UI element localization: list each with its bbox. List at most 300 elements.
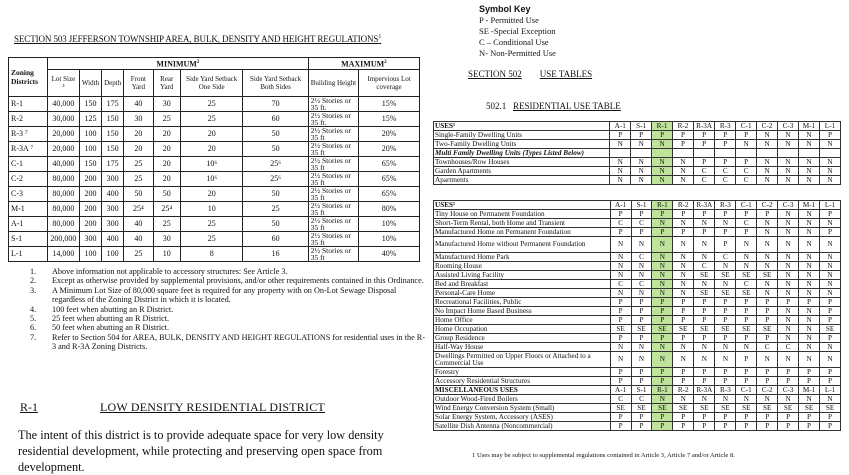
zoning-value-cell: 80% xyxy=(359,201,420,216)
zoning-value-cell: 2½ Stories or 35 ft xyxy=(308,141,358,156)
zoning-value-cell: 100 xyxy=(79,246,101,261)
use-cell: N xyxy=(778,228,799,237)
use-cell: P xyxy=(715,140,736,149)
use-label: Recreational Facilities, Public xyxy=(434,298,611,307)
zoning-value-cell: 20 xyxy=(153,126,180,141)
use-cell: N xyxy=(673,343,694,352)
note-text: 50 feet when abutting an R District. xyxy=(52,323,170,333)
use-row xyxy=(434,149,841,158)
use-cell: N xyxy=(631,176,652,185)
use-row xyxy=(434,158,841,167)
use-cell: P xyxy=(736,298,757,307)
use-cell: C xyxy=(736,280,757,289)
use-cell: N xyxy=(736,343,757,352)
use-cell: N xyxy=(694,343,715,352)
use-cell: N xyxy=(736,237,757,253)
use-row xyxy=(434,271,841,280)
use-cell: C xyxy=(610,280,631,289)
use-cell: N xyxy=(715,395,736,404)
use-cell: M-1 xyxy=(799,386,820,395)
zoning-value-cell: 20% xyxy=(359,126,420,141)
use-cell: P xyxy=(673,298,694,307)
use-cell: N xyxy=(820,158,841,167)
use-cell: SE xyxy=(652,325,673,334)
use-cell: P xyxy=(715,210,736,219)
use-cell: N xyxy=(652,253,673,262)
use-cell: P xyxy=(610,422,631,431)
note-item xyxy=(30,305,425,314)
zoning-value-cell: 80,000 xyxy=(48,216,80,231)
use-cell: P xyxy=(673,228,694,237)
zoning-value-cell: 80,000 xyxy=(48,201,80,216)
use-cell: N xyxy=(652,262,673,271)
use-cell: P xyxy=(610,131,631,140)
zoning-value-cell: 2½ Stories or 35 ft xyxy=(308,171,358,186)
use-cell xyxy=(736,149,757,158)
use-cell: P xyxy=(736,131,757,140)
zoning-value-cell: 30 xyxy=(153,231,180,246)
zoning-value-cell: 25 xyxy=(243,201,308,216)
use-label: Rooming House xyxy=(434,262,611,271)
use-cell: N xyxy=(610,253,631,262)
use-cell: S-1 xyxy=(631,122,652,131)
use-cell: N xyxy=(757,280,778,289)
zoning-row xyxy=(9,96,420,111)
zoning-column-header: Side Yard Setback One Side xyxy=(181,69,243,96)
use-cell: M-1 xyxy=(798,122,819,131)
use-cell: N xyxy=(757,253,778,262)
use-cell: P xyxy=(673,413,694,422)
use-row xyxy=(434,122,841,131)
use-row xyxy=(434,262,841,271)
use-label: Outdoor Wood-Fired Boilers xyxy=(434,395,611,404)
use-cell: P xyxy=(673,368,694,377)
zoning-value-cell: 20% xyxy=(359,141,420,156)
use-cell: P xyxy=(736,158,757,167)
zoning-value-cell: 10⁶ xyxy=(181,171,243,186)
use-cell: N xyxy=(652,158,673,167)
use-cell: S-1 xyxy=(631,201,652,210)
use-label: Group Residence xyxy=(434,334,611,343)
zoning-column-header: Rear Yard xyxy=(153,69,180,96)
use-cell: P xyxy=(736,307,757,316)
use-cell: SE xyxy=(736,325,757,334)
note-number: 6. xyxy=(30,323,37,333)
use-label: Manufactured Home without Permanent Foundation xyxy=(434,237,611,253)
zoning-value-cell: 150 xyxy=(79,156,101,171)
zoning-value-cell: 200 xyxy=(79,186,101,201)
use-cell: N xyxy=(820,271,841,280)
use-cell: SE xyxy=(652,404,673,413)
zoning-column-header: Side Yard Setback Both Sides xyxy=(243,69,308,96)
use-cell: C xyxy=(610,395,631,404)
use-cell: P xyxy=(757,368,778,377)
zoning-value-cell: 80,000 xyxy=(48,171,80,186)
area-bulk-table xyxy=(8,57,420,262)
use-cell: N xyxy=(652,237,673,253)
zoning-value-cell: 2½ Stories or 35 ft xyxy=(308,246,358,261)
use-cell: P xyxy=(673,210,694,219)
symbol-key-item: SE -Special Exception xyxy=(479,26,556,36)
use-label: Forestry xyxy=(434,368,611,377)
use-cell: C xyxy=(631,280,652,289)
use-cell: N xyxy=(736,262,757,271)
use-cell: P xyxy=(631,422,652,431)
use-cell: C xyxy=(736,167,757,176)
use-cell: N xyxy=(799,316,820,325)
use-cell xyxy=(652,149,673,158)
zoning-value-cell: 40 xyxy=(124,216,153,231)
zoning-value-cell: 2½ Stories or 35 ft xyxy=(308,201,358,216)
use-cell: R-1 xyxy=(652,386,673,395)
zoning-value-cell: 300 xyxy=(102,216,124,231)
use-row xyxy=(434,307,841,316)
use-cell: N xyxy=(652,395,673,404)
use-cell: N xyxy=(799,343,820,352)
residential-use-heading: 502.1 RESIDENTIAL USE TABLE xyxy=(486,101,621,111)
use-cell: P xyxy=(694,228,715,237)
use-cell: P xyxy=(820,228,841,237)
use-cell: C xyxy=(693,176,714,185)
use-cell xyxy=(778,149,799,158)
use-cell: N xyxy=(652,280,673,289)
zoning-value-cell: 25 xyxy=(153,111,180,126)
use-cell: P xyxy=(799,422,820,431)
use-cell: P xyxy=(631,368,652,377)
zoning-column-header: Lot Size ³ xyxy=(48,69,80,96)
use-label: Manufactured Home on Permanent Foundation xyxy=(434,228,611,237)
zoning-value-cell: 200 xyxy=(79,201,101,216)
use-label: Assisted Living Facility xyxy=(434,271,611,280)
use-cell: P xyxy=(652,368,673,377)
zoning-column-header: Building Height xyxy=(308,69,358,96)
use-cell: P xyxy=(715,131,736,140)
use-cell: N xyxy=(694,352,715,368)
use-cell: N xyxy=(673,253,694,262)
use-cell: SE xyxy=(715,289,736,298)
use-cell: P xyxy=(820,131,841,140)
use-cell: C xyxy=(757,343,778,352)
zoning-value-cell: 2½ Stories or 35 ft. xyxy=(308,111,358,126)
zoning-row xyxy=(9,111,420,126)
use-cell: P xyxy=(694,368,715,377)
use-cell: P xyxy=(778,368,799,377)
use-cell: C xyxy=(631,253,652,262)
zoning-value-cell: 100 xyxy=(79,126,101,141)
use-cell: N xyxy=(631,352,652,368)
use-cell: P xyxy=(757,413,778,422)
note-item xyxy=(30,323,425,332)
use-cell: P xyxy=(631,307,652,316)
use-cell: P xyxy=(757,334,778,343)
use-label: Home Occupation xyxy=(434,325,611,334)
use-cell: N xyxy=(778,395,799,404)
zoning-value-cell: 100 xyxy=(79,141,101,156)
use-cell: N xyxy=(757,395,778,404)
use-cell: P xyxy=(715,316,736,325)
zoning-column-header: Width xyxy=(79,69,101,96)
use-cell: R-3 xyxy=(715,201,736,210)
zoning-value-cell: 150 xyxy=(102,111,124,126)
use-cell: C-1 xyxy=(736,201,757,210)
note-text: Above information not applicable to accessory structures: See Article 3. xyxy=(52,267,288,276)
zoning-value-cell: 14,000 xyxy=(48,246,80,261)
zoning-value-cell: 65% xyxy=(359,171,420,186)
use-cell: N xyxy=(757,167,778,176)
use-cell xyxy=(820,149,841,158)
zoning-row xyxy=(9,156,420,171)
use-cell: N xyxy=(820,262,841,271)
use-row xyxy=(434,280,841,289)
use-cell: N xyxy=(778,262,799,271)
use-row xyxy=(434,228,841,237)
use-cell: P xyxy=(610,334,631,343)
use-cell: N xyxy=(673,289,694,298)
note-item xyxy=(30,333,425,352)
use-label: Apartments xyxy=(434,176,610,185)
use-cell: P xyxy=(652,377,673,386)
use-cell: P xyxy=(631,298,652,307)
use-cell: C-1 xyxy=(736,122,757,131)
zoning-value-cell: 300 xyxy=(79,231,101,246)
use-cell: N xyxy=(757,262,778,271)
zoning-value-cell: 10 xyxy=(153,246,180,261)
use-cell: SE xyxy=(694,271,715,280)
use-label: Tiny House on Permanent Foundation xyxy=(434,210,611,219)
use-table-residential xyxy=(433,200,841,431)
use-cell: N xyxy=(799,262,820,271)
use-cell: N xyxy=(631,271,652,280)
use-row xyxy=(434,386,841,395)
use-cell: N xyxy=(715,343,736,352)
use-cell: N xyxy=(652,176,673,185)
use-cell: N xyxy=(631,158,652,167)
use-row xyxy=(434,176,841,185)
zoning-value-cell: 50 xyxy=(124,186,153,201)
use-row xyxy=(434,325,841,334)
section-503-heading: SECTION 503 JEFFERSON TOWNSHIP AREA, BULK, DENSITY AND HEIGHT REGULATIONS$^1$ xyxy=(14,34,382,44)
use-cell: N xyxy=(736,140,757,149)
use-cell: L-1 xyxy=(820,386,841,395)
zoning-value-cell: 175 xyxy=(102,156,124,171)
zoning-value-cell: 400 xyxy=(102,231,124,246)
zoning-value-cell: 60 xyxy=(243,111,308,126)
use-cell: N xyxy=(715,280,736,289)
use-cell: A-1 xyxy=(610,201,631,210)
use-cell: P xyxy=(820,422,841,431)
section-502-heading: SECTION 502 USE TABLES xyxy=(468,69,593,79)
use-cell: P xyxy=(820,210,841,219)
use-cell: N xyxy=(799,325,820,334)
use-cell: C-3 xyxy=(778,386,799,395)
use-cell: N xyxy=(799,280,820,289)
use-cell: N xyxy=(799,307,820,316)
zoning-column-header: Depth xyxy=(102,69,124,96)
zoning-value-cell: 80,000 xyxy=(48,186,80,201)
use-label: MISCELLANEOUS USES xyxy=(434,386,611,395)
use-row xyxy=(434,395,841,404)
symbol-key-title: Symbol Key xyxy=(479,4,531,14)
use-cell: P xyxy=(694,334,715,343)
use-cell: N xyxy=(610,343,631,352)
use-row xyxy=(434,316,841,325)
use-cell: N xyxy=(799,352,820,368)
use-cell: N xyxy=(736,253,757,262)
use-cell: N xyxy=(798,167,819,176)
use-cell: N xyxy=(799,210,820,219)
use-cell: N xyxy=(778,253,799,262)
use-cell: SE xyxy=(715,325,736,334)
zoning-value-cell: 200 xyxy=(79,171,101,186)
use-cell: P xyxy=(715,377,736,386)
use-cell: N xyxy=(694,395,715,404)
use-cell: P xyxy=(799,413,820,422)
zoning-district-cell: S-1 xyxy=(9,231,48,246)
zoning-value-cell: 125 xyxy=(79,111,101,126)
use-cell: N xyxy=(694,219,715,228)
use-cell: P xyxy=(673,422,694,431)
zoning-district-cell: R-3 ⁷ xyxy=(9,126,48,141)
use-cell: N xyxy=(673,262,694,271)
zoning-district-cell: C-2 xyxy=(9,171,48,186)
zoning-value-cell: 150 xyxy=(102,141,124,156)
use-cell: P xyxy=(715,307,736,316)
note-item xyxy=(30,286,425,305)
zoning-value-cell: 40% xyxy=(359,246,420,261)
zoning-value-cell: 20 xyxy=(181,141,243,156)
use-cell: N xyxy=(778,237,799,253)
zoning-column-header: Impervious Lot coverage xyxy=(359,69,420,96)
use-cell: N xyxy=(820,140,841,149)
use-cell: P xyxy=(693,140,714,149)
use-cell: N xyxy=(778,316,799,325)
use-cell: P xyxy=(799,368,820,377)
zoning-row xyxy=(9,231,420,246)
use-cell: P xyxy=(736,210,757,219)
note-item xyxy=(30,314,425,323)
notes-list xyxy=(30,267,425,352)
use-cell: R-1 xyxy=(652,122,673,131)
use-cell: P xyxy=(715,413,736,422)
use-cell: SE xyxy=(631,404,652,413)
use-cell: P xyxy=(820,298,841,307)
use-cell: P xyxy=(610,316,631,325)
use-cell: P xyxy=(799,377,820,386)
use-cell: P xyxy=(694,298,715,307)
zoning-value-cell: 20 xyxy=(181,186,243,201)
use-cell: P xyxy=(694,210,715,219)
use-cell: P xyxy=(610,377,631,386)
zoning-value-cell: 40,000 xyxy=(48,156,80,171)
use-cell: SE xyxy=(694,404,715,413)
use-cell: N xyxy=(778,219,799,228)
zoning-row xyxy=(9,171,420,186)
use-label: Accessory Residential Structures xyxy=(434,377,611,386)
zoning-value-cell: 25⁴ xyxy=(153,201,180,216)
zoning-value-cell: 2½ Stories or 35 ft xyxy=(308,186,358,201)
note-text: Refer to Section 504 for AREA, BULK, DENSITY AND HEIGHT REGULATIONS for residential uses in the R-3 and R-3A Zoning Districts. xyxy=(52,332,425,352)
use-label: Home Office xyxy=(434,316,611,325)
zoning-value-cell: 25 xyxy=(181,216,243,231)
zoning-district-cell: L-1 xyxy=(9,246,48,261)
minimum-header: MINIMUM$^2$ xyxy=(48,58,309,70)
use-cell: N xyxy=(798,176,819,185)
use-cell: P xyxy=(715,298,736,307)
use-cell: P xyxy=(820,413,841,422)
use-label: Satellite Dish Antenna (Noncommercial) xyxy=(434,422,611,431)
use-row xyxy=(434,140,841,149)
use-cell: P xyxy=(610,298,631,307)
zoning-value-cell: 20 xyxy=(124,141,153,156)
use-cell: P xyxy=(652,334,673,343)
use-cell: N xyxy=(778,210,799,219)
use-cell: N xyxy=(778,289,799,298)
use-cell: P xyxy=(820,368,841,377)
use-cell: N xyxy=(820,167,841,176)
use-row xyxy=(434,404,841,413)
use-cell: C-3 xyxy=(778,201,799,210)
zoning-value-cell: 8 xyxy=(181,246,243,261)
zoning-row xyxy=(9,201,420,216)
use-cell: N xyxy=(694,237,715,253)
use-cell: SE xyxy=(757,404,778,413)
use-cell: C xyxy=(631,395,652,404)
use-cell: N xyxy=(799,334,820,343)
use-cell: N xyxy=(673,352,694,368)
use-cell: P xyxy=(736,228,757,237)
zoning-value-cell: 50 xyxy=(243,186,308,201)
use-cell: P xyxy=(736,422,757,431)
use-row xyxy=(434,413,841,422)
use-cell: P xyxy=(673,334,694,343)
use-cell: N xyxy=(610,237,631,253)
use-cell: N xyxy=(610,271,631,280)
use-cell: N xyxy=(757,131,778,140)
use-cell: N xyxy=(798,140,819,149)
use-cell: SE xyxy=(799,404,820,413)
use-row xyxy=(434,210,841,219)
use-cell: N xyxy=(799,253,820,262)
use-cell: N xyxy=(610,167,631,176)
use-cell: N xyxy=(820,253,841,262)
zoning-value-cell: 10% xyxy=(359,216,420,231)
use-cell: C xyxy=(694,262,715,271)
use-row xyxy=(434,334,841,343)
use-cell: N xyxy=(673,280,694,289)
use-cell: N xyxy=(757,176,778,185)
use-cell: N xyxy=(631,262,652,271)
use-cell: L-1 xyxy=(820,201,841,210)
use-cell: P xyxy=(715,237,736,253)
zoning-value-cell: 2½ Stories or 35 ft xyxy=(308,231,358,246)
use-cell: R-3 xyxy=(715,386,736,395)
use-cell: N xyxy=(778,176,799,185)
zoning-value-cell: 30 xyxy=(124,111,153,126)
use-cell: P xyxy=(652,131,673,140)
zoning-value-cell: 25 xyxy=(181,96,243,111)
use-cell: P xyxy=(673,131,694,140)
use-label: Multi Family Dwelling Units (Types Listed Below) xyxy=(434,149,610,158)
zoning-value-cell: 2½ Stories or 35 ft xyxy=(308,126,358,141)
use-cell: SE xyxy=(610,325,631,334)
use-label: Short-Term Rental, both Home and Transient xyxy=(434,219,611,228)
use-cell: N xyxy=(652,352,673,368)
use-cell: SE xyxy=(820,404,841,413)
intent-paragraph: The intent of this district is to provide adequate space for very low density residential development, while protecting and preserving open space from development. xyxy=(18,428,384,474)
use-cell: SE xyxy=(757,271,778,280)
use-cell: N xyxy=(673,271,694,280)
use-label: No Impact Home Based Business xyxy=(434,307,611,316)
